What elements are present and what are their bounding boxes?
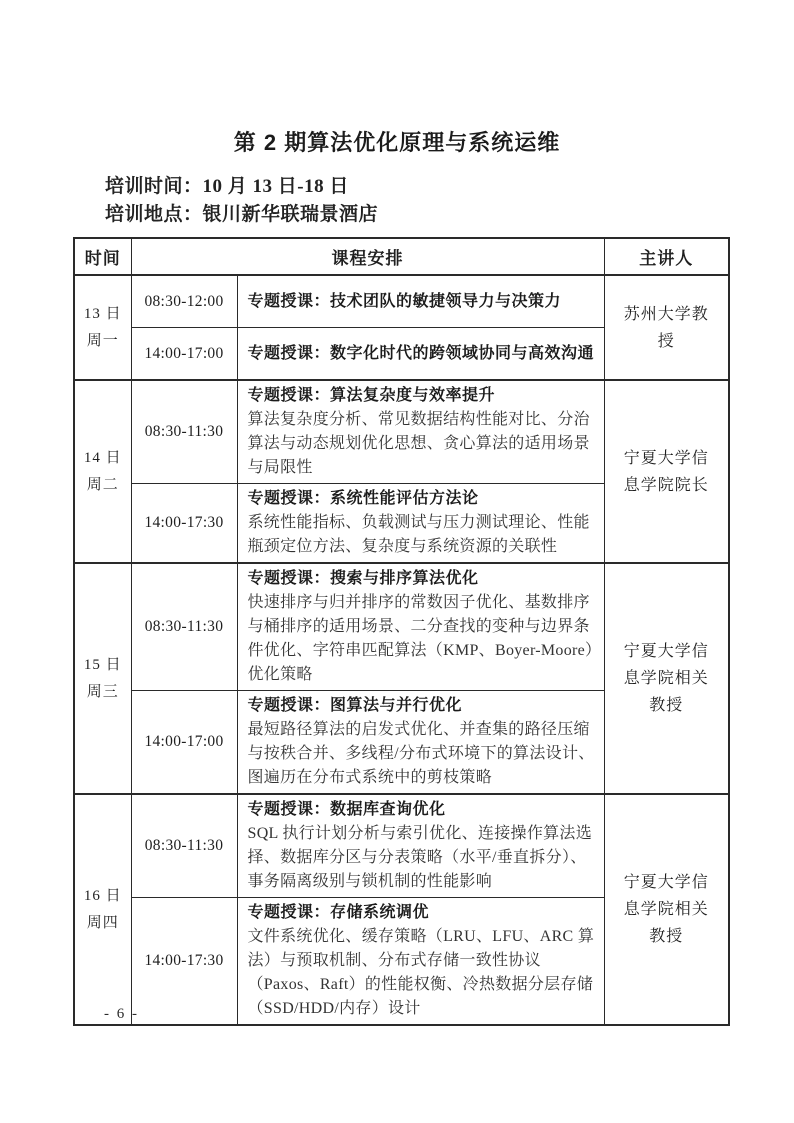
speaker-cell-day4: 宁夏大学信息学院相关教授: [604, 794, 729, 1025]
date-cell-day1: [74, 275, 131, 380]
table-row: [74, 794, 729, 898]
training-location-value: 银川新华联瑞景酒店: [202, 204, 379, 225]
course-cell: [237, 898, 604, 1026]
speaker-cell-day1: 苏州大学教授: [604, 275, 729, 380]
training-location-label: 培训地点：: [105, 204, 203, 225]
course-cell: [237, 484, 604, 564]
session-time: 14:00-17:00: [131, 691, 237, 795]
course-title: 专题授课：系统性能评估方法论: [247, 490, 479, 507]
table-row: [74, 275, 729, 328]
course-cell: [237, 275, 604, 328]
session-time: 08:30-12:00: [131, 275, 237, 328]
training-time-label: 培训时间：: [105, 176, 203, 197]
course-cell: [237, 563, 604, 691]
date-label: 13 日: [83, 305, 122, 322]
weekday-label: 周一: [86, 332, 119, 349]
date-label: 15 日: [83, 656, 122, 673]
header-course: 课程安排: [131, 238, 604, 275]
weekday-label: 周二: [86, 476, 119, 493]
course-cell: [237, 328, 604, 381]
course-title: 专题授课：搜索与排序算法优化: [247, 570, 479, 587]
header-speaker: 主讲人: [604, 238, 729, 275]
session-time: 14:00-17:30: [131, 484, 237, 564]
weekday-label: 周四: [86, 914, 119, 931]
course-title: 专题授课：技术团队的敏捷领导力与决策力: [247, 292, 562, 310]
course-title: 专题授课：数字化时代的跨领域协同与高效沟通: [247, 344, 595, 362]
table-row: [74, 380, 729, 484]
date-cell-day4: [74, 794, 131, 1025]
course-description: 快速排序与归并排序的常数因子优化、基数排序与桶排序的适用场景、二分查找的变种与边界条件优化、字符串匹配算法（KMP、Boyer-Moore）优化策略: [247, 594, 594, 683]
speaker-cell-day3: 宁夏大学信息学院相关教授: [604, 563, 729, 794]
header-time: 时间: [74, 238, 131, 275]
training-time-line: [105, 173, 794, 201]
info-block: [105, 173, 794, 229]
speaker-cell-day2: 宁夏大学信息学院院长: [604, 380, 729, 563]
date-cell-day2: [74, 380, 131, 563]
session-time: 08:30-11:30: [131, 563, 237, 691]
page-number: - 6 -: [104, 1006, 139, 1022]
course-title: 专题授课：算法复杂度与效率提升: [247, 387, 496, 404]
session-time: 14:00-17:30: [131, 898, 237, 1026]
session-time: 08:30-11:30: [131, 794, 237, 898]
date-cell-day3: [74, 563, 131, 794]
course-title: 专题授课：图算法与并行优化: [247, 697, 463, 714]
table-row: [74, 563, 729, 691]
schedule-table: [73, 237, 730, 1026]
training-time-value: 10 月 13 日-18 日: [202, 176, 349, 197]
training-location-line: [105, 201, 794, 229]
date-label: 16 日: [83, 887, 122, 904]
course-description: 系统性能指标、负载测试与压力测试理论、性能瓶颈定位方法、复杂度与系统资源的关联性: [247, 514, 590, 555]
table-header-row: [74, 238, 729, 275]
date-label: 14 日: [83, 449, 122, 466]
course-description: 文件系统优化、缓存策略（LRU、LFU、ARC 算法）与预取机制、分布式存储一致性协议（Paxos、Raft）的性能权衡、冷热数据分层存储（SSD/HDD/内存）设计: [247, 928, 595, 1017]
page-title: 第 2 期算法优化原理与系统运维: [233, 130, 561, 155]
course-description: 算法复杂度分析、常见数据结构性能对比、分治算法与动态规划优化思想、贪心算法的适用场景与局限性: [247, 411, 590, 476]
course-title: 专题授课：数据库查询优化: [247, 801, 446, 818]
course-cell: [237, 794, 604, 898]
session-time: 08:30-11:30: [131, 380, 237, 484]
course-cell: [237, 691, 604, 795]
course-cell: [237, 380, 604, 484]
weekday-label: 周三: [86, 683, 119, 700]
course-description: SQL 执行计划分析与索引优化、连接操作算法选择、数据库分区与分表策略（水平/垂直拆分）、事务隔离级别与锁机制的性能影响: [247, 825, 593, 890]
session-time: 14:00-17:00: [131, 328, 237, 381]
course-description: 最短路径算法的启发式优化、并查集的路径压缩与按秩合并、多线程/分布式环境下的算法设计、图遍历在分布式系统中的剪枝策略: [247, 721, 595, 786]
course-title: 专题授课：存储系统调优: [247, 904, 430, 921]
